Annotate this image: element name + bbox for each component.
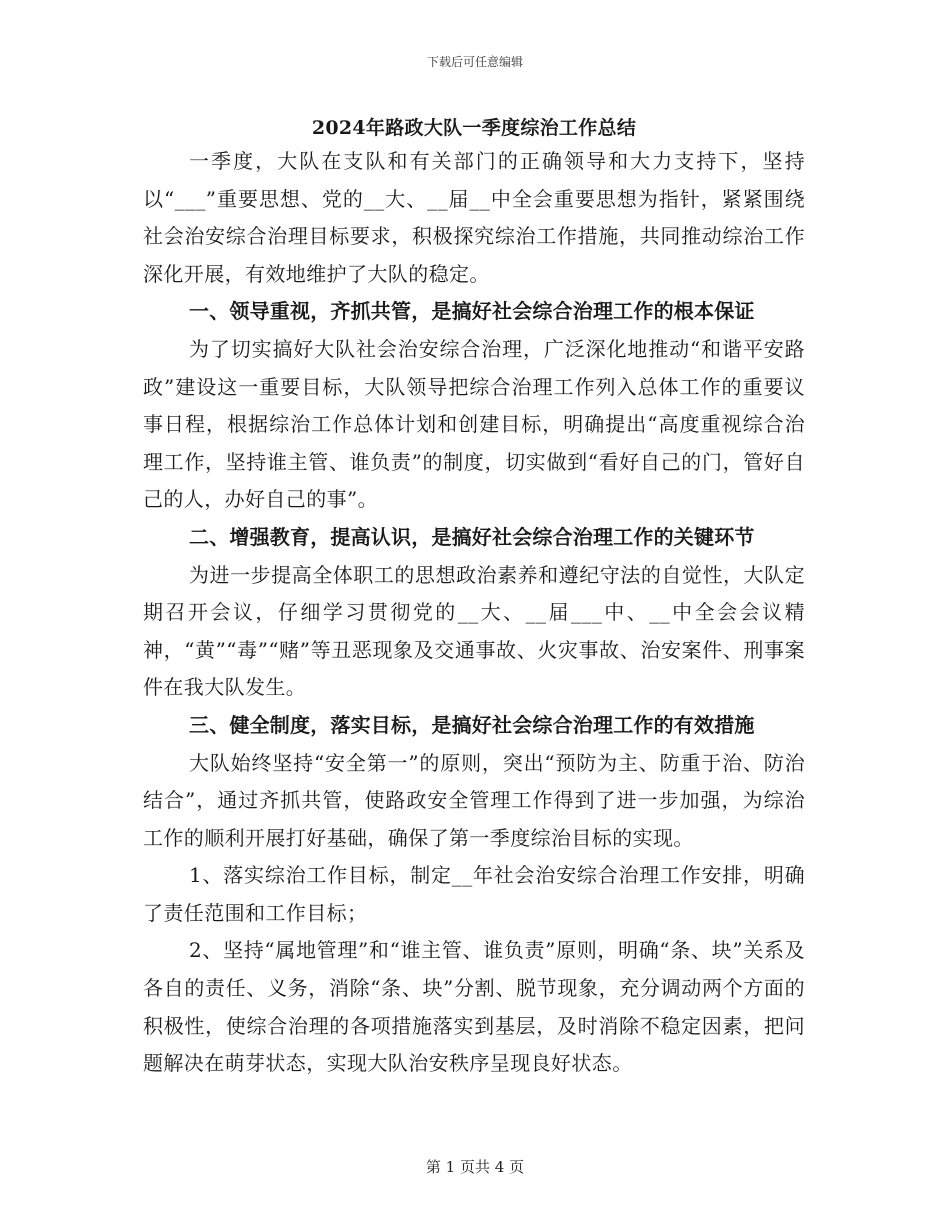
section-1-paragraph: 为了切实搞好大队社会治安综合治理，广泛深化地推动“和谐平安路政”建设这一重要目标，大队领导把综合治理工作列入总体工作的重要议事日程，根据综治工作总体计划和创建目标，明确提出“高度重视综合治理工作，坚持谁主管、谁负责”的制度，切实做到“看好自己的门，管好自己的人，办好自己的事”。	[143, 336, 805, 512]
section-heading-1: 一、领导重视，齐抓共管，是搞好社会综合治理工作的根本保证	[189, 299, 755, 324]
document-title: 2024年路政大队一季度综治工作总结	[311, 117, 637, 139]
header-note: 下载后可任意编辑	[426, 55, 523, 69]
list-item-1: 1、落实综治工作目标，制定__年社会治安综合治理工作安排，明确了责任范围和工作目标；	[143, 863, 805, 925]
list-item-2: 2、坚持“属地管理”和“谁主管、谁负责”原则，明确“条、块”关系及各自的责任、义务，消除“条、块”分割、脱节现象，充分调动两个方面的积极性，使综合治理的各项措施落实到基层，及时消除不稳定因素，把问题解决在萌芽状态，实现大队治安秩序呈现良好状态。	[143, 938, 805, 1076]
section-heading-3: 三、健全制度，落实目标，是搞好社会综合治理工作的有效措施	[189, 712, 755, 737]
intro-paragraph: 一季度，大队在支队和有关部门的正确领导和大力支持下，坚持以“___”重要思想、党的__大、__届__中全会重要思想为指针，紧紧围绕社会治安综合治理目标要求，积极探究综治工作措施，共同推动综治工作深化开展，有效地维护了大队的稳定。	[143, 149, 805, 286]
page-footer: 第 1 页共 4 页	[425, 1158, 525, 1176]
document-body	[143, 113, 805, 1083]
section-heading-2: 二、增强教育，提高认识，是搞好社会综合治理工作的关键环节	[189, 524, 755, 549]
section-2-paragraph: 为进一步提高全体职工的思想政治素养和遵纪守法的自觉性，大队定期召开会议，仔细学习贯彻党的__大、__届___中、__中全会会议精神，“黄”“毒”“赌”等丑恶现象及交通事故、火灾事故、治安案件、刑事案件在我大队发生。	[143, 562, 805, 700]
section-3-paragraph: 大队始终坚持“安全第一”的原则，突出“预防为主、防重于治、防治结合”，通过齐抓共管，使路政安全管理工作得到了进一步加强，为综治工作的顺利开展打好基础，确保了第一季度综治目标的实现。	[143, 750, 805, 850]
